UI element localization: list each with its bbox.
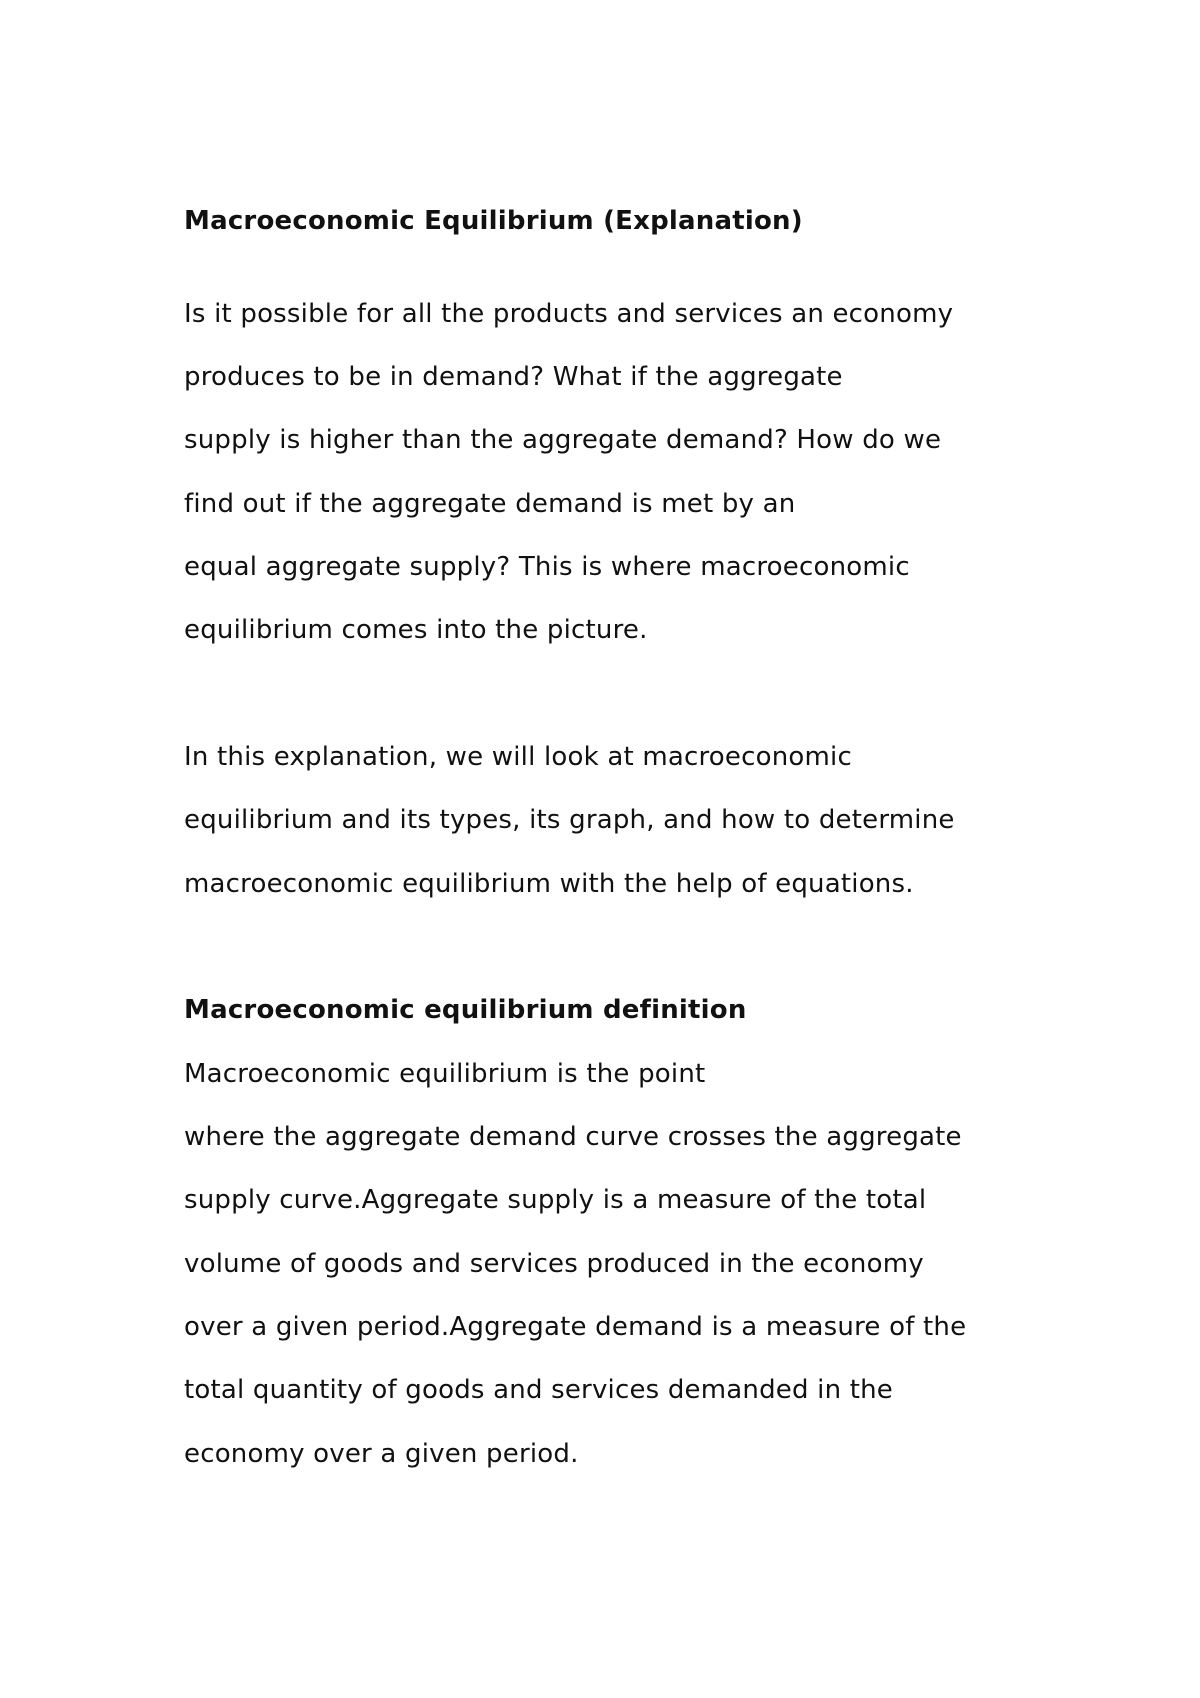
definition-line: over a given period.Aggregate demand is a measure of the <box>184 1312 967 1342</box>
document-title: Macroeconomic Equilibrium (Explanation) <box>184 206 803 236</box>
overview-line: equilibrium and its types, its graph, and how to determine <box>184 805 955 835</box>
definition-line: supply curve.Aggregate supply is a measure of the total <box>184 1185 927 1215</box>
intro-line: produces to be in demand? What if the aggregate <box>184 362 843 392</box>
intro-line: find out if the aggregate demand is met by an <box>184 489 796 519</box>
definition-line: where the aggregate demand curve crosses the aggregate <box>184 1122 962 1152</box>
definition-line: economy over a given period. <box>184 1439 579 1469</box>
intro-line: equilibrium comes into the picture. <box>184 615 648 645</box>
definition-line: volume of goods and services produced in the economy <box>184 1249 924 1279</box>
overview-line: macroeconomic equilibrium with the help of equations. <box>184 869 914 899</box>
definition-heading: Macroeconomic equilibrium definition <box>184 995 747 1025</box>
intro-line: Is it possible for all the products and services an economy <box>184 299 954 329</box>
definition-line: Macroeconomic equilibrium is the point <box>184 1059 706 1089</box>
intro-line: equal aggregate supply? This is where macroeconomic <box>184 552 910 582</box>
overview-line: In this explanation, we will look at macroeconomic <box>184 742 852 772</box>
definition-line: total quantity of goods and services demanded in the <box>184 1375 893 1405</box>
intro-line: supply is higher than the aggregate demand? How do we <box>184 425 942 455</box>
